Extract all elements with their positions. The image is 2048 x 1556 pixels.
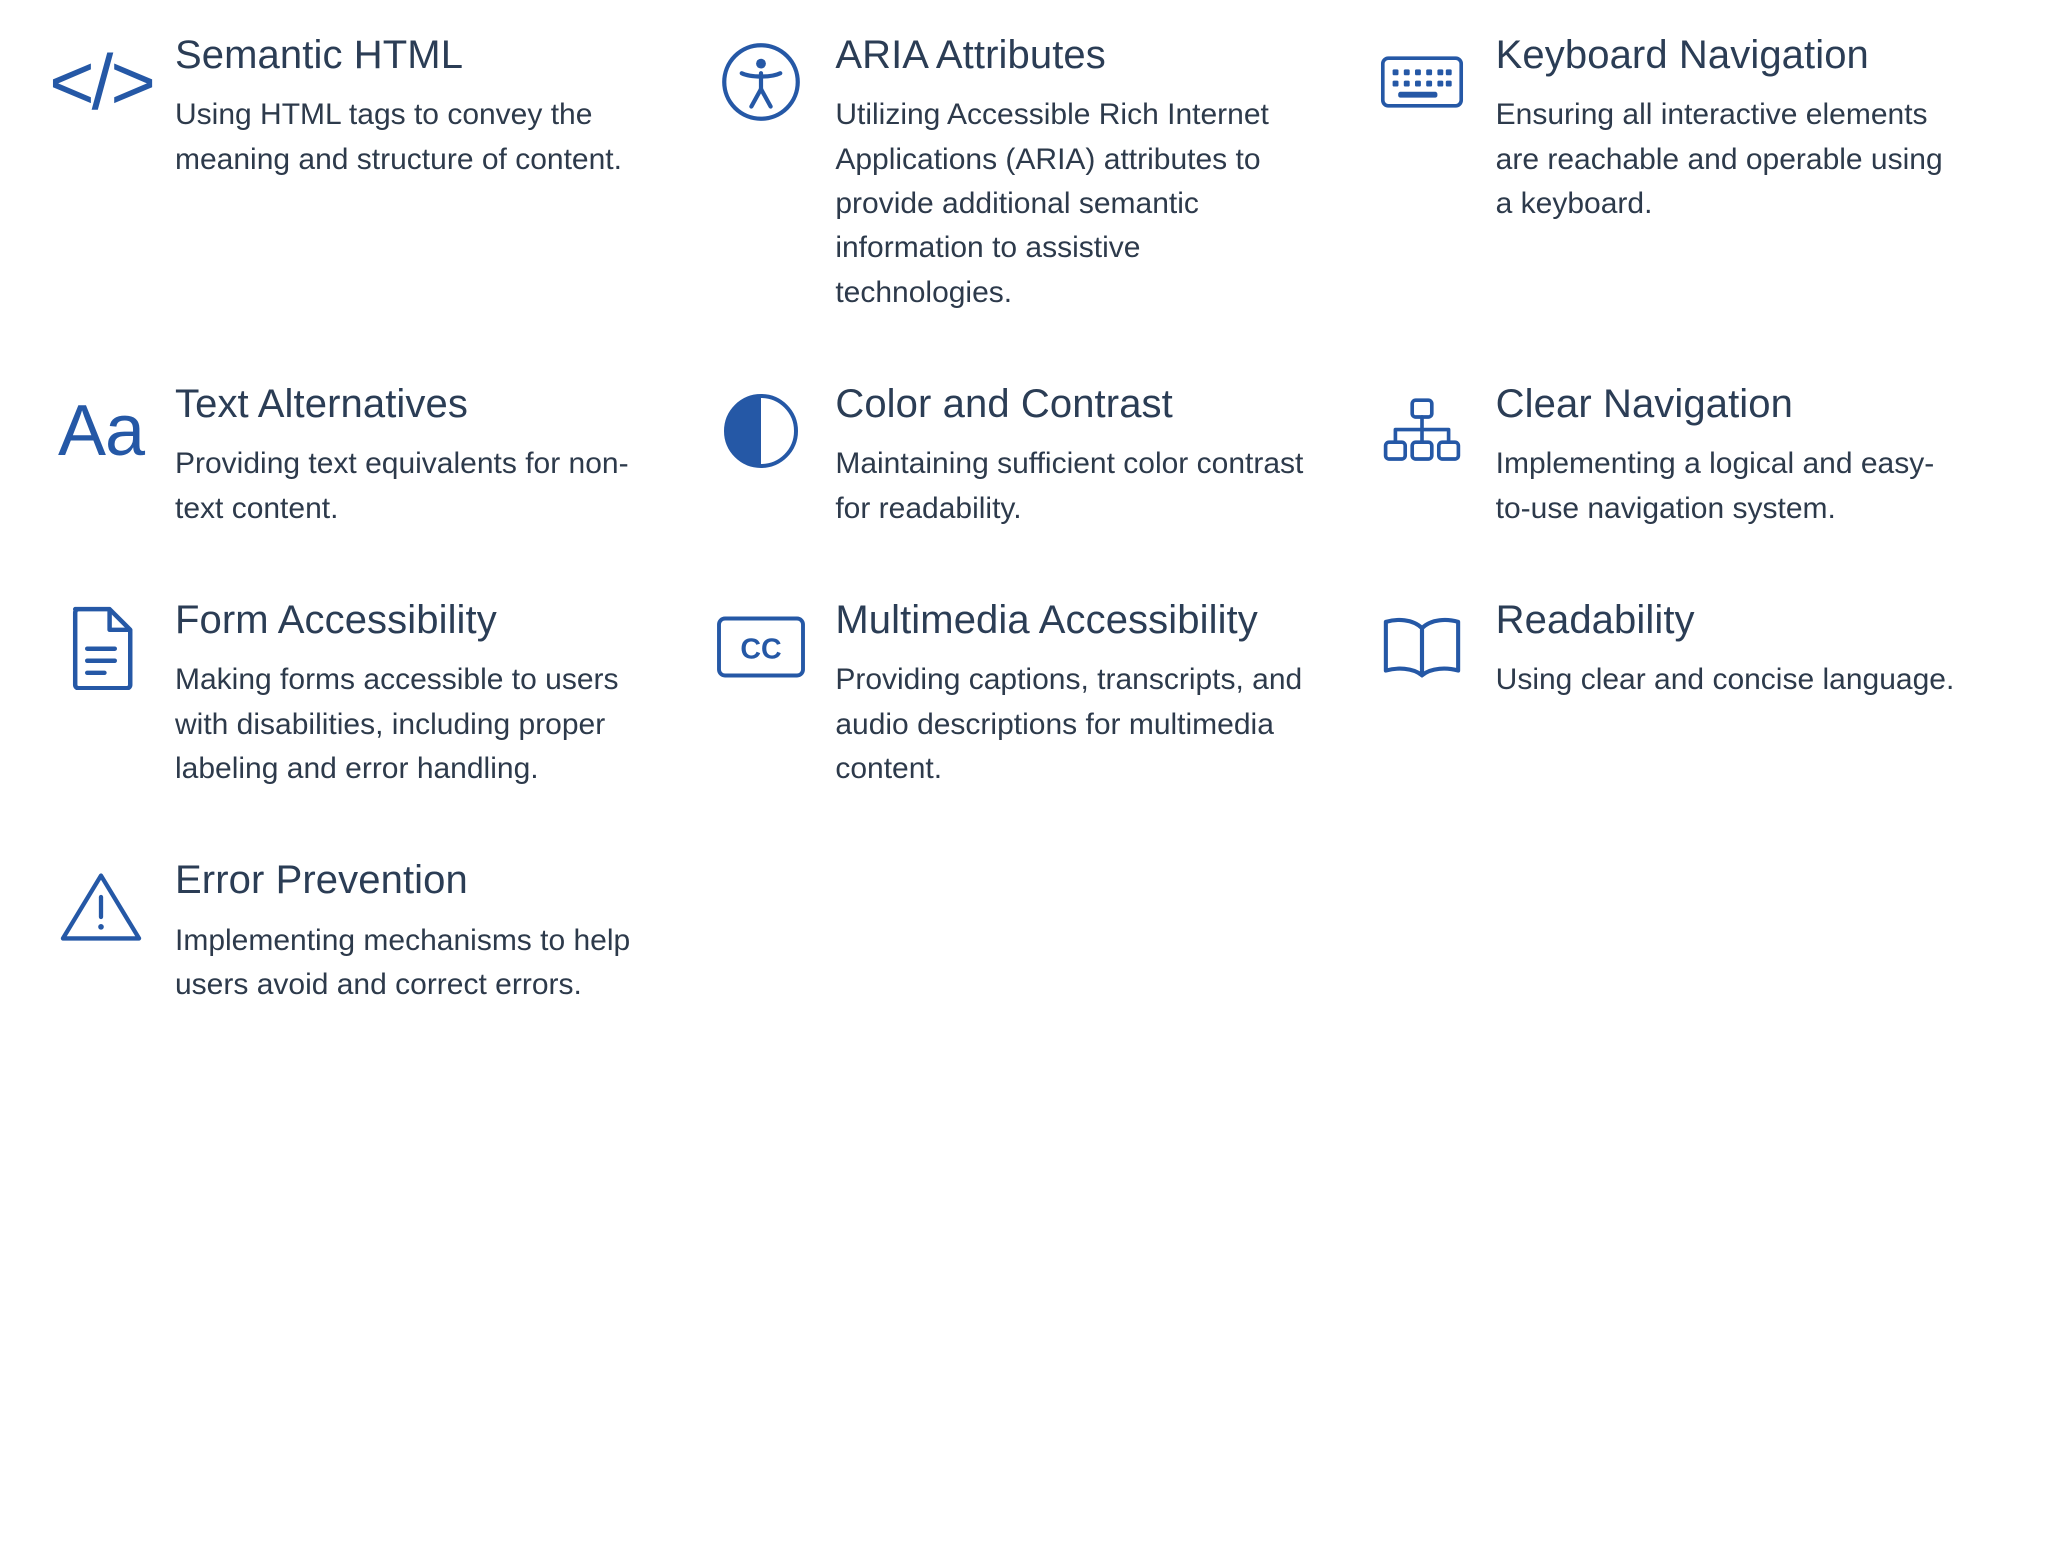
- list-item: [715, 379, 1347, 531]
- closed-captions-icon: [715, 601, 807, 693]
- list-item: [49, 30, 687, 315]
- card-body: [835, 30, 1347, 315]
- card-body: [175, 855, 687, 1007]
- list-item: [715, 30, 1347, 315]
- card-title: Keyboard Navigation: [1495, 33, 1869, 77]
- list-item: [1376, 30, 2008, 315]
- svg-text:CC: CC: [740, 633, 782, 666]
- card-title: Color and Contrast: [835, 382, 1173, 427]
- list-item: [715, 595, 1347, 791]
- sitemap-icon: [1376, 385, 1468, 477]
- card-body: [1496, 379, 2008, 531]
- card-description: Ensuring all interactive elements are reachable and operable using a keyboard.: [1495, 98, 1943, 220]
- card-body: [1496, 595, 2008, 703]
- card-description: Implementing a logical and easy-to-use navigation system.: [1495, 447, 1935, 525]
- card-title: Multimedia Accessibility: [835, 598, 1258, 643]
- card-description: Using HTML tags to convey the meaning and structure of content.: [175, 98, 622, 176]
- card-title: Error Prevention: [175, 858, 468, 903]
- open-book-icon: [1376, 601, 1468, 693]
- card-body: [1496, 30, 2008, 226]
- card-title: ARIA Attributes: [835, 33, 1106, 77]
- card-description: Utilizing Accessible Rich Internet Applications (ARIA) attributes to provide additional semantic information to assistive technologies.: [835, 98, 1269, 309]
- list-item: [55, 379, 687, 531]
- card-description: Providing text equivalents for non-text content.: [175, 447, 629, 525]
- list-item: [1376, 595, 2008, 791]
- card-description: Making forms accessible to users with disabilities, including proper labeling and error handling.: [175, 663, 619, 786]
- code-brackets-icon: </>: [49, 38, 153, 126]
- card-body: [835, 595, 1347, 791]
- list-item: [55, 595, 687, 791]
- list-item: [55, 855, 687, 1007]
- list-item: [1376, 379, 2008, 531]
- text-aa-icon: Aa: [57, 391, 145, 472]
- card-body: [175, 379, 687, 531]
- card-title: Form Accessibility: [175, 598, 497, 643]
- card-title: Semantic HTML: [175, 33, 464, 77]
- keyboard-icon: [1376, 36, 1468, 128]
- card-title: Clear Navigation: [1495, 382, 1793, 427]
- card-description: Using clear and concise language.: [1495, 663, 1955, 697]
- card-description: Providing captions, transcripts, and audio descriptions for multimedia content.: [835, 663, 1303, 786]
- card-description: Maintaining sufficient color contrast for readability.: [835, 447, 1304, 525]
- contrast-circle-icon: [715, 385, 807, 477]
- card-title: Text Alternatives: [175, 382, 468, 427]
- warning-triangle-icon: [55, 861, 147, 953]
- card-description: Implementing mechanisms to help users avoid and correct errors.: [175, 923, 631, 1002]
- card-body: [835, 379, 1347, 531]
- card-body: [175, 595, 687, 791]
- card-title: Readability: [1495, 598, 1695, 643]
- card-body: [175, 30, 687, 182]
- accessibility-person-icon: [715, 36, 807, 128]
- document-form-icon: [55, 601, 147, 693]
